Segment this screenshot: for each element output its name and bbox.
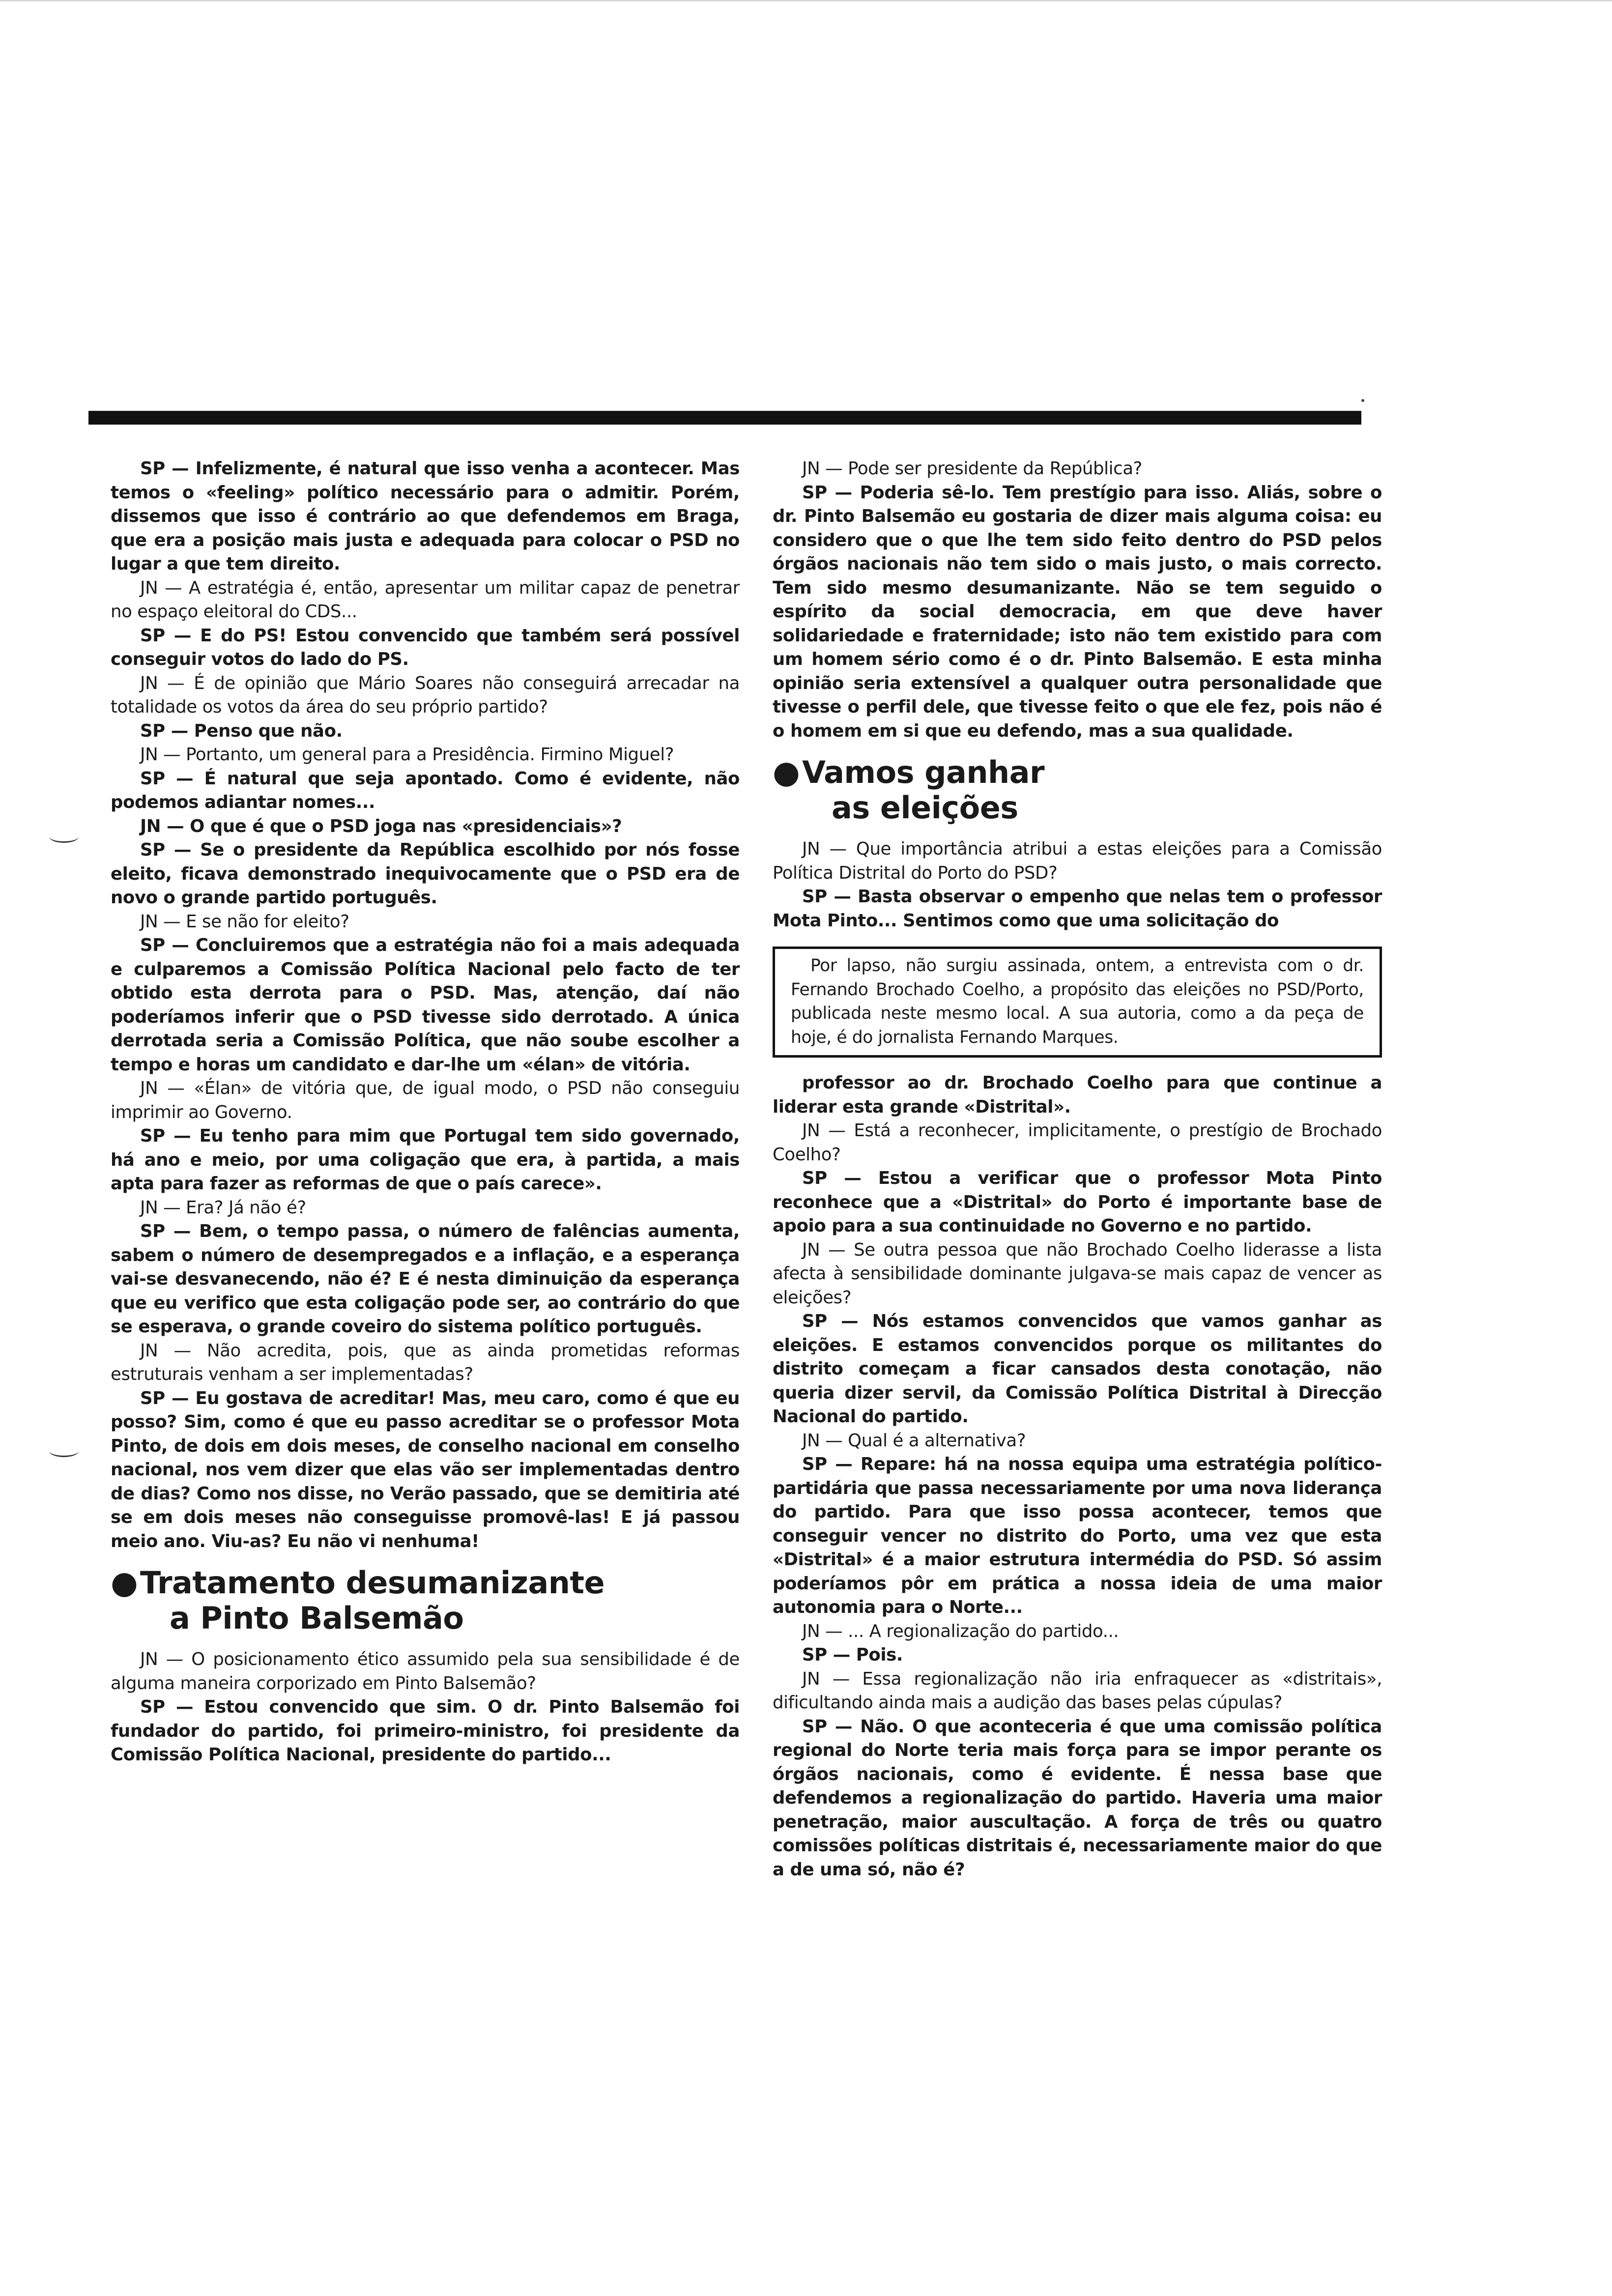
interview-block xyxy=(773,457,1382,743)
binder-hole-mark xyxy=(49,831,79,843)
section-heading-line: a Pinto Balsemão xyxy=(170,1600,464,1636)
interview-paragraph: SP — E do PS! Estou convencido que também será possível conseguir votos do lado do PS. xyxy=(111,625,740,669)
interview-paragraph: SP — Eu tenho para mim que Portugal tem sido governado, há ano e meio, por uma coligação que era, à partida, a mais apta para fazer as reformas de que o país carece». xyxy=(111,1126,740,1194)
interview-paragraph: JN — Se outra pessoa que não Brochado Coelho liderasse a lista afecta à sensibilidade dominante julgava-se mais capaz de vencer as eleições? xyxy=(773,1239,1382,1308)
interview-block xyxy=(773,1071,1382,1882)
interview-paragraph: JN — O posicionamento ético assumido pela sua sensibilidade é de alguma maneira corporizado em Pinto Balsemão? xyxy=(111,1649,740,1693)
section-heading-line: as eleições xyxy=(832,790,1018,826)
section-heading xyxy=(111,1565,740,1636)
section-heading xyxy=(773,755,1382,826)
interview-paragraph: SP — Se o presidente da República escolhido por nós fosse eleito, ficava demonstrado inequivocamente que o PSD era de novo o grande partido português. xyxy=(111,840,740,908)
interview-paragraph: JN — Pode ser presidente da República? xyxy=(802,459,1142,479)
interview-paragraph: JN — Não acredita, pois, que as ainda prometidas reformas estruturais venham a ser implementadas? xyxy=(111,1340,740,1384)
interview-paragraph: SP — Eu gostava de acreditar! Mas, meu caro, como é que eu posso? Sim, como é que eu passo acreditar se o professor Mota Pinto, de dois em dois meses, de conselho nacional em conselho nacional, nos vem dizer que elas vão ser implementadas dentro de dias? Como nos disse, no Verão passado, que se demitiria até se em dois meses não conseguisse promovê-las! E já passou meio ano. Viu-as? Eu não vi nenhuma! xyxy=(111,1388,740,1551)
column-header-rule xyxy=(88,411,1361,425)
interview-paragraph: JN — Era? Já não é? xyxy=(140,1197,306,1218)
section-heading-line: Vamos ganhar xyxy=(802,754,1045,790)
editorial-note-text: Por lapso, não surgiu assinada, ontem, a entrevista com o dr. Fernando Brochado Coelho, a propósito das eleições no PSD/Porto, publicada neste mesmo local. A sua autoria, como a da peça de hoje, é do jornalista Fernando Marques. xyxy=(791,956,1364,1047)
interview-paragraph: JN — A estratégia é, então, apresentar um militar capaz de penetrar no espaço eleitoral do CDS... xyxy=(111,577,740,622)
editorial-note-box xyxy=(773,947,1382,1058)
article-column-right xyxy=(773,457,1382,1882)
binder-hole-mark xyxy=(49,1445,79,1457)
bullet-icon: ● xyxy=(773,754,800,791)
interview-paragraph: professor ao dr. Brochado Coelho para que continue a liderar esta grande «Distrital». xyxy=(773,1073,1382,1117)
interview-paragraph: SP — Penso que não. xyxy=(140,720,343,741)
interview-paragraph: JN — O que é que o PSD joga nas «presidenciais»? xyxy=(140,816,622,836)
interview-paragraph: JN — É de opinião que Mário Soares não conseguirá arrecadar na totalidade os votos da área do seu próprio partido? xyxy=(111,673,740,717)
section-heading-line: Tratamento desumanizante xyxy=(140,1565,605,1601)
interview-paragraph: JN — E se não for eleito? xyxy=(140,911,349,932)
interview-paragraph: JN — ... A regionalização do partido... xyxy=(802,1621,1119,1641)
bullet-icon: ● xyxy=(111,1565,138,1601)
page-edge xyxy=(0,0,1612,1)
interview-paragraph: JN — Essa regionalização não iria enfraquecer as «distritais», dificultando ainda mais a audição das bases pelas cúpulas? xyxy=(773,1668,1382,1713)
interview-paragraph: SP — Poderia sê-lo. Tem prestígio para isso. Aliás, sobre o dr. Pinto Balsemão eu gostaria de dizer mais alguma coisa: eu considero que o que lhe tem sido feito dentro do PSD pelos órgãos nacionais não tem sido o mais justo, o mais correcto. Tem sido mesmo desumanizante. Não se tem seguido o espírito da social democracia, em que deve haver solidariedade e fraternidade; isto não tem existido para com um homem sério como é o dr. Pinto Balsemão. E esta minha opinião seria extensível a qualquer outra personalidade que tivesse o perfil dele, que tivesse feito o que ele fez, pois não é o homem em si que eu defendo, mas a sua qualidade. xyxy=(773,482,1382,741)
interview-paragraph: JN — Que importância atribui a estas eleições para a Comissão Política Distrital do Porto do PSD? xyxy=(773,839,1382,883)
interview-paragraph: SP — É natural que seja apontado. Como é evidente, não podemos adiantar nomes... xyxy=(111,768,740,812)
interview-paragraph: SP — Estou a verificar que o professor Mota Pinto reconhece que a «Distrital» do Porto é importante base de apoio para a sua continuidade no Governo e no partido. xyxy=(773,1168,1382,1236)
article-column-left xyxy=(111,457,740,1767)
interview-block xyxy=(111,457,740,1553)
interview-block xyxy=(111,1648,740,1767)
interview-paragraph: SP — Pois. xyxy=(802,1645,903,1665)
interview-paragraph: JN — Está a reconhecer, implicitamente, o prestígio de Brochado Coelho? xyxy=(773,1120,1382,1165)
interview-paragraph: JN — Qual é a alternativa? xyxy=(802,1430,1026,1451)
interview-paragraph: JN — «Élan» de vitória que, de igual modo, o PSD não conseguiu imprimir ao Governo. xyxy=(111,1078,740,1122)
interview-paragraph: JN — Portanto, um general para a Presidência. Firmino Miguel? xyxy=(140,745,674,765)
interview-paragraph: SP — Infelizmente, é natural que isso venha a acontecer. Mas temos o «feeling» político necessário para o admitir. Porém, dissemos que isso é contrário ao que defendemos em Braga, que era a posição mais justa e adequada para colocar o PSD no lugar a que tem direito. xyxy=(111,459,740,574)
interview-paragraph: SP — Estou convencido que sim. O dr. Pinto Balsemão foi fundador do partido, foi primeiro-ministro, foi presidente da Comissão Política Nacional, presidente do partido... xyxy=(111,1697,740,1765)
interview-paragraph: SP — Nós estamos convencidos que vamos ganhar as eleições. E estamos convencidos porque os militantes do distrito começam a ficar cansados desta conotação, não queria dizer servil, da Comissão Política Distrital à Direcção Nacional do partido. xyxy=(773,1311,1382,1427)
scan-speck xyxy=(1361,399,1364,402)
interview-paragraph: SP — Repare: há na nossa equipa uma estratégia político-partidária que passa necessariamente por uma nova liderança do partido. Para que isso possa acontecer, temos que conseguir vencer no distrito do Porto, uma vez que esta «Distrital» é a maior estrutura intermédia do PSD. Só assim poderíamos pôr em prática a nossa ideia de uma maior autonomia para o Norte... xyxy=(773,1454,1382,1617)
interview-paragraph: SP — Bem, o tempo passa, o número de falências aumenta, sabem o número de desempregados e a inflação, e a esperança vai-se desvanecendo, não é? E é nesta diminuição da esperança que eu verifico que esta coligação pode ser, ao contrário do que se esperava, o grande coveiro do sistema político português. xyxy=(111,1221,740,1337)
interview-paragraph: SP — Basta observar o empenho que nelas tem o professor Mota Pinto... Sentimos como que uma solicitação do xyxy=(773,887,1382,931)
interview-paragraph: SP — Concluiremos que a estratégia não foi a mais adequada e culparemos a Comissão Política Nacional pelo facto de ter obtido esta derrota para o PSD. Mas, atenção, daí não poderíamos inferir que o PSD tivesse sido derrotado. A única derrotada seria a Comissão Política, que não soube escolher a tempo e horas um candidato e dar-lhe um «élan» de vitória. xyxy=(111,935,740,1075)
interview-block xyxy=(773,837,1382,933)
interview-paragraph: SP — Não. O que aconteceria é que uma comissão política regional do Norte teria mais força para se impor perante os órgãos nacionais, como é evidente. É nessa base que defendemos a regionalização do partido. Haveria uma maior penetração, maior auscultação. A força de três ou quatro comissões políticas distritais é, necessariamente maior do que a de uma só, não é? xyxy=(773,1716,1382,1880)
